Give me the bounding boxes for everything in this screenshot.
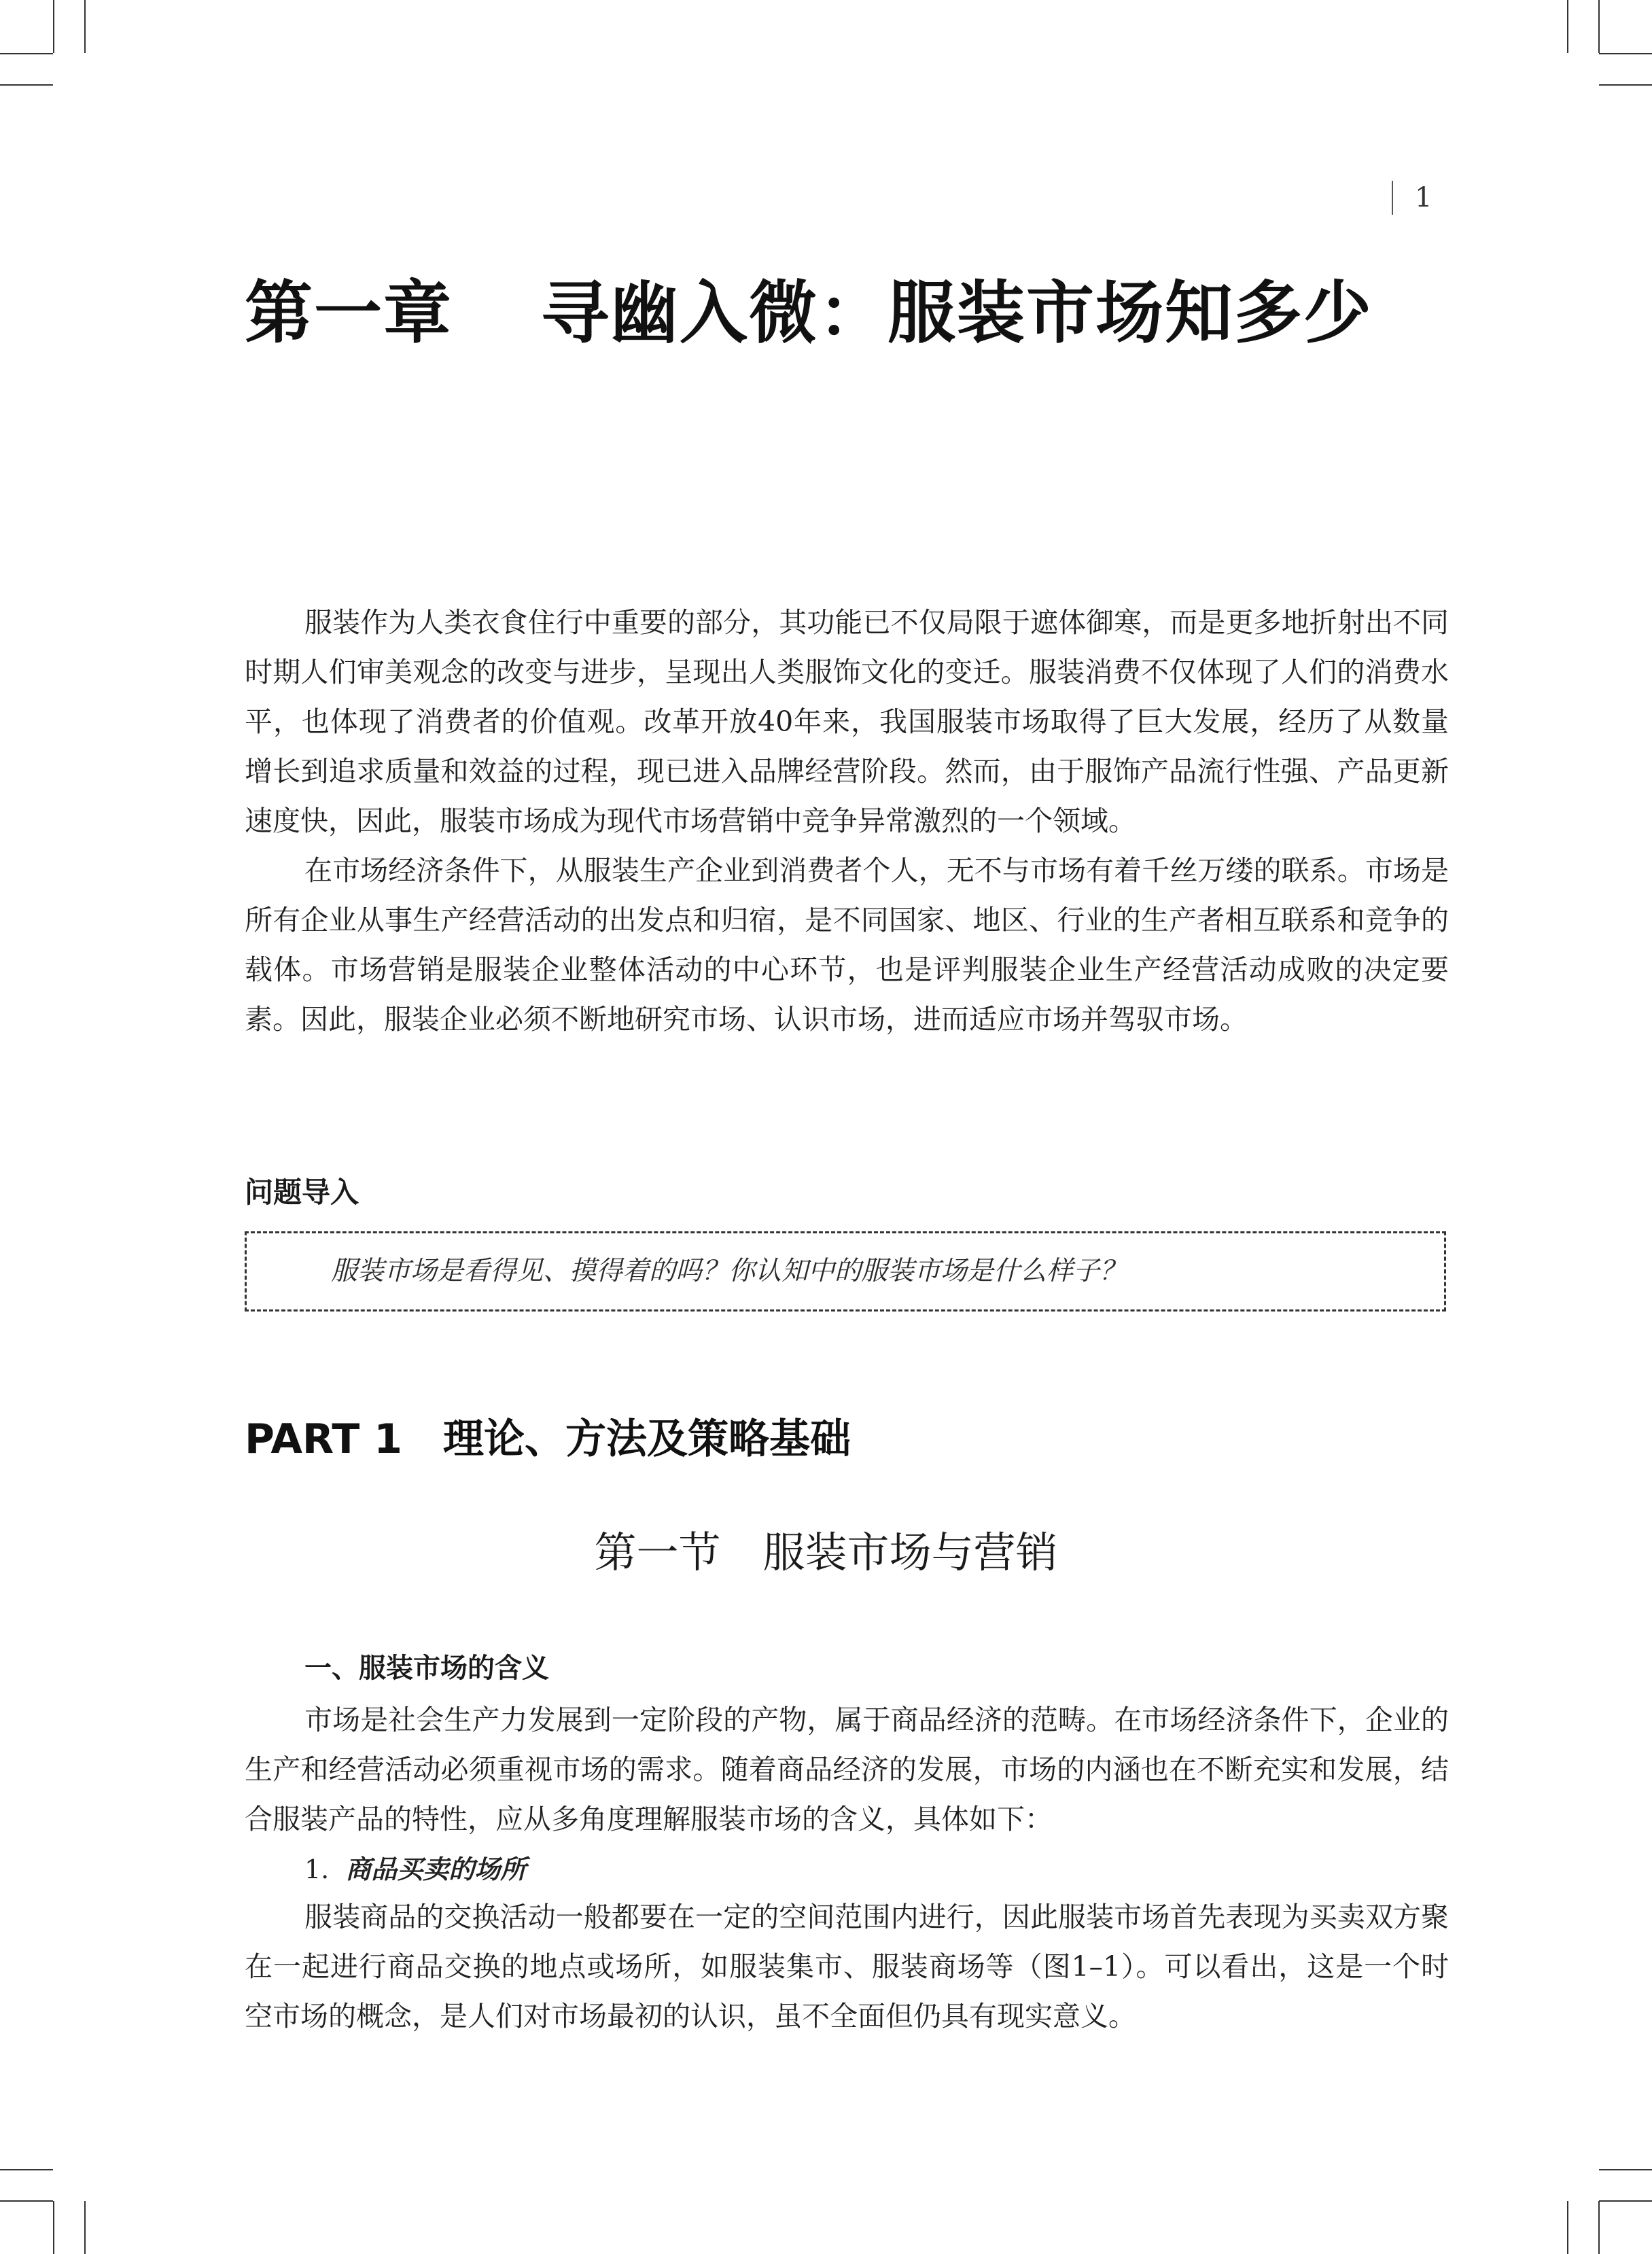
item-heading-text: 商品买卖的场所 [345,1854,527,1884]
crop-mark [53,2201,54,2254]
crop-mark [0,84,53,86]
subsection-body [245,1695,1449,1844]
part-label: PART 1 [245,1415,402,1463]
chapter-label: 第一章 [245,272,453,353]
question-box [245,1231,1446,1311]
page-number-divider [1392,181,1393,215]
question-heading: 问题导入 [245,1176,359,1209]
crop-mark [53,0,54,53]
crop-mark [84,0,86,53]
crop-mark [0,2200,53,2202]
intro-paragraph: 在市场经济条件下，从服装生产企业到消费者个人，无不与市场有着千丝万缕的联系。市场是所有企业从事生产经营活动的出发点和归宿，是不同国家、地区、行业的生产者相互联系和竞争的载体。市场营销是服装企业整体活动的中心环节，也是评判服装企业生产经营活动成败的决定要素。因此，服装企业必须不断地研究市场、认识市场，进而适应市场并驾驭市场。 [245,854,1449,1036]
item-body [245,1892,1449,2041]
crop-mark [0,53,53,54]
body-paragraph: 市场是社会生产力发展到一定阶段的产物，属于商品经济的范畴。在市场经济条件下，企业的生产和经营活动必须重视市场的需求。随着商品经济的发展，市场的内涵也在不断充实和发展，结合服装产品的特性，应从多角度理解服装市场的含义，具体如下： [245,1704,1449,1835]
chapter-intro [245,598,1449,1044]
item-number: 1. [304,1854,330,1884]
crop-mark [1598,0,1600,53]
crop-mark [84,2201,86,2254]
crop-mark [0,2169,53,2170]
part-heading [245,1409,851,1470]
crop-mark [1599,2200,1652,2202]
chapter-title-text: 寻幽入微：服装市场知多少 [541,272,1373,353]
crop-mark [1599,84,1652,86]
crop-mark [1567,0,1568,53]
body-paragraph: 服装商品的交换活动一般都要在一定的空间范围内进行，因此服装市场首先表现为买卖双方聚在一起进行商品交换的地点或场所，如服装集市、服装商场等（图1–1）。可以看出，这是一个时空市场的概念，是人们对市场最初的认识，虽不全面但仍具有现实意义。 [245,1901,1449,2032]
intro-paragraph: 服装作为人类衣食住行中重要的部分，其功能已不仅局限于遮体御寒，而是更多地折射出不同时期人们审美观念的改变与进步，呈现出人类服饰文化的变迁。服装消费不仅体现了人们的消费水平，也体现了消费者的价值观。改革开放40年来，我国服装市场取得了巨大发展，经历了从数量增长到追求质量和效益的过程，现已进入品牌经营阶段。然而，由于服饰产品流行性强、产品更新速度快，因此，服装市场成为现代市场营销中竞争异常激烈的一个领域。 [245,606,1449,837]
section-title-text: 服装市场与营销 [762,1528,1058,1577]
crop-mark [1599,53,1652,54]
section-label: 第一节 [594,1528,721,1577]
section-title [0,1522,1652,1583]
page-number: 1 [1415,182,1433,213]
question-text: 服装市场是看得见、摸得着的吗？你认知中的服装市场是什么样子？ [331,1256,1127,1286]
crop-mark [1567,2201,1568,2254]
part-title: 理论、方法及策略基础 [442,1415,851,1463]
subsection-heading: 一、服装市场的含义 [304,1653,549,1684]
chapter-title [245,268,1373,357]
crop-mark [1598,2201,1600,2254]
item-heading [304,1846,526,1893]
crop-mark [1599,2169,1652,2170]
